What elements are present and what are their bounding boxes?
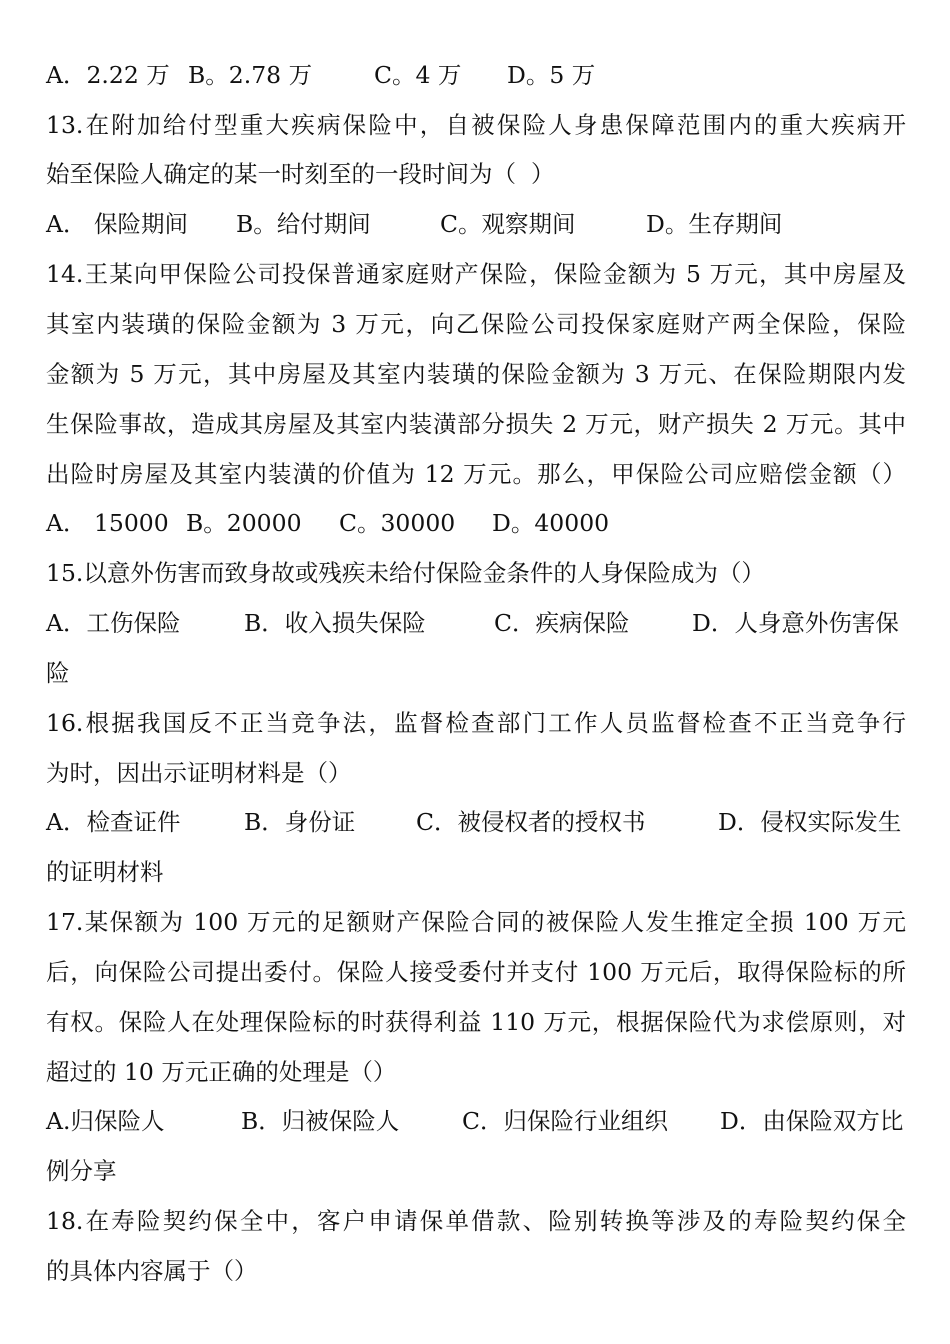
q13-option-d: D。生存期间	[646, 210, 783, 238]
q15-option-d: D．人身意外伤害保	[692, 609, 899, 637]
q17-stem-line-2: 后，向保险公司提出委付。保险人接受委付并支付 100 万元后，取得保险标的所	[46, 958, 906, 986]
q13-option-a: A． 保险期间	[46, 210, 188, 238]
q17-stem-line-3: 有权。保险人在处理保险标的时获得利益 110 万元，根据保险代为求偿原则，对	[46, 1008, 906, 1036]
q17-option-c: C．归保险行业组织	[462, 1107, 668, 1135]
q15-stem-line-1: 15.以意外伤害而致身故或残疾未给付保险金条件的人身保险成为（）	[46, 559, 765, 587]
q14-stem-line-4: 生保险事故，造成其房屋及其室内装潢部分损失 2 万元，财产损失 2 万元。其中	[46, 410, 906, 438]
q14-stem-line-3: 金额为 5 万元，其中房屋及其室内装璜的保险金额为 3 万元、在保险期限内发	[46, 360, 906, 388]
q16-options	[46, 807, 906, 837]
q13-stem-line-1: 13.在附加给付型重大疾病保险中，自被保险人身患保障范围内的重大疾病开	[46, 111, 906, 139]
q13-option-c: C。观察期间	[440, 210, 576, 238]
q17-option-a: A.归保险人	[46, 1107, 165, 1135]
q17-stem-line-4: 超过的 10 万元正确的处理是（）	[46, 1058, 397, 1086]
q17-options	[46, 1106, 906, 1136]
q12-options	[46, 60, 906, 90]
q13-option-b: B。给付期间	[236, 210, 371, 238]
q16-option-c: C．被侵权者的授权书	[416, 808, 646, 836]
q12-option-a: A．2.22 万	[46, 61, 170, 89]
q16-option-d-continuation: 的证明材料	[46, 858, 164, 886]
q12-option-b: B。2.78 万	[188, 61, 313, 89]
q14-options	[46, 508, 906, 538]
q16-option-b: B．身份证	[244, 808, 356, 836]
q15-option-d-continuation: 险	[46, 659, 70, 687]
q15-option-a: A．工伤保险	[46, 609, 181, 637]
q15-option-b: B．收入损失保险	[244, 609, 426, 637]
q18-stem-line-2: 的具体内容属于（）	[46, 1257, 258, 1285]
q14-stem-line-1: 14.王某向甲保险公司投保普通家庭财产保险，保险金额为 5 万元，其中房屋及	[46, 260, 906, 288]
q12-option-c: C。4 万	[374, 61, 462, 89]
q16-stem-line-2: 为时，因出示证明材料是（）	[46, 759, 352, 787]
q16-stem-line-1: 16.根据我国反不正当竞争法，监督检查部门工作人员监督检查不正当竞争行	[46, 709, 906, 737]
q13-options	[46, 209, 906, 239]
q15-options	[46, 608, 906, 638]
q12-option-d: D。5 万	[507, 61, 596, 89]
q13-stem-line-2: 始至保险人确定的某一时刻至的一段时间为（ ）	[46, 160, 555, 188]
q15-option-c: C．疾病保险	[494, 609, 630, 637]
q16-option-d: D．侵权实际发生	[718, 808, 902, 836]
q17-stem-line-1: 17.某保额为 100 万元的足额财产保险合同的被保险人发生推定全损 100 万元	[46, 908, 906, 936]
q14-stem-line-5: 出险时房屋及其室内装潢的价值为 12 万元。那么，甲保险公司应赔偿金额（）	[46, 460, 906, 488]
q16-option-a: A．检查证件	[46, 808, 181, 836]
q17-option-b: B．归被保险人	[241, 1107, 400, 1135]
q14-option-c: C。30000	[339, 509, 456, 537]
q17-option-d-continuation: 例分享	[46, 1157, 117, 1185]
q14-option-a: A． 15000	[46, 509, 169, 537]
q14-option-b: B。20000	[186, 509, 302, 537]
q18-stem-line-1: 18.在寿险契约保全中，客户申请保单借款、险别转换等涉及的寿险契约保全	[46, 1207, 906, 1235]
q14-option-d: D。40000	[492, 509, 610, 537]
q14-stem-line-2: 其室内装璜的保险金额为 3 万元，向乙保险公司投保家庭财产两全保险，保险	[46, 310, 906, 338]
q17-option-d: D．由保险双方比	[720, 1107, 904, 1135]
